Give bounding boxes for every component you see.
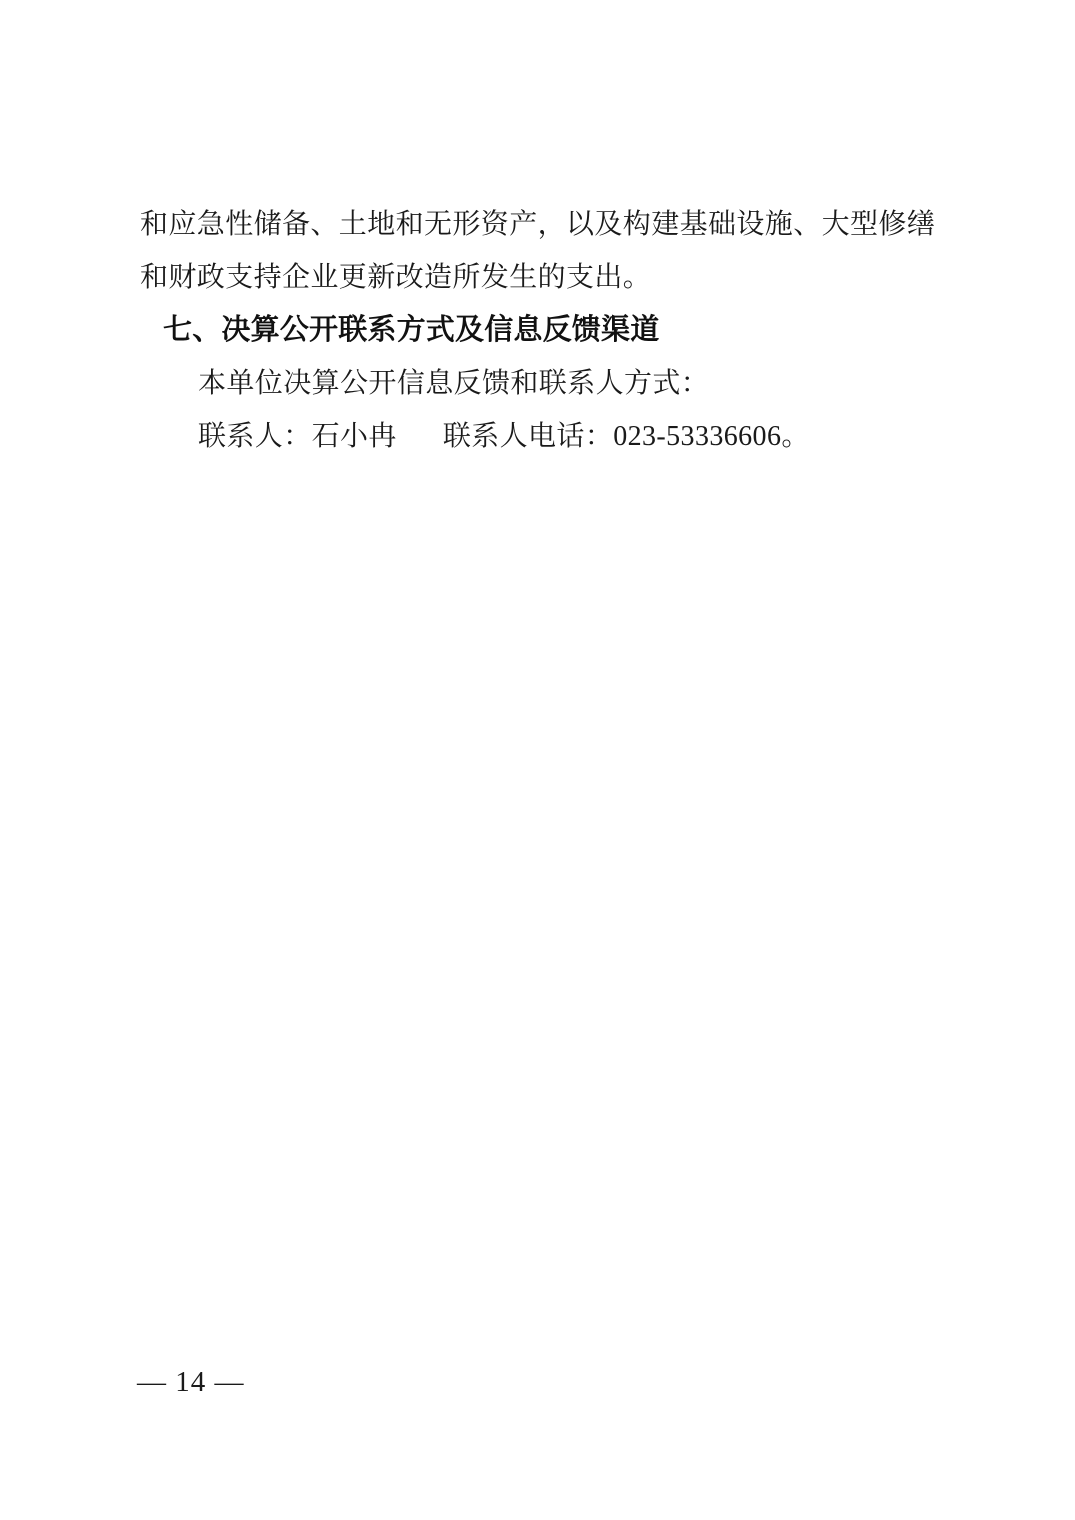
contact-phone-number: 023-53336606。 (613, 421, 810, 452)
contact-person-name: 石小冉 (311, 421, 397, 452)
paragraph-line-2: 和财政支持企业更新改造所发生的支出。 (140, 262, 652, 293)
contact-phone-label: 联系人电话： (442, 421, 614, 452)
page-number: — 14 — (137, 1366, 245, 1398)
contact-intro-line: 本单位决算公开信息反馈和联系人方式： (198, 368, 710, 399)
paragraph-line-1: 和应急性储备、土地和无形资产，以及构建基础设施、大型修缮 (140, 209, 936, 240)
contact-info-line (198, 410, 940, 463)
contact-person-label: 联系人： (198, 421, 312, 452)
document-body (140, 198, 940, 463)
section-heading: 七、决算公开联系方式及信息反馈渠道 (163, 314, 660, 346)
